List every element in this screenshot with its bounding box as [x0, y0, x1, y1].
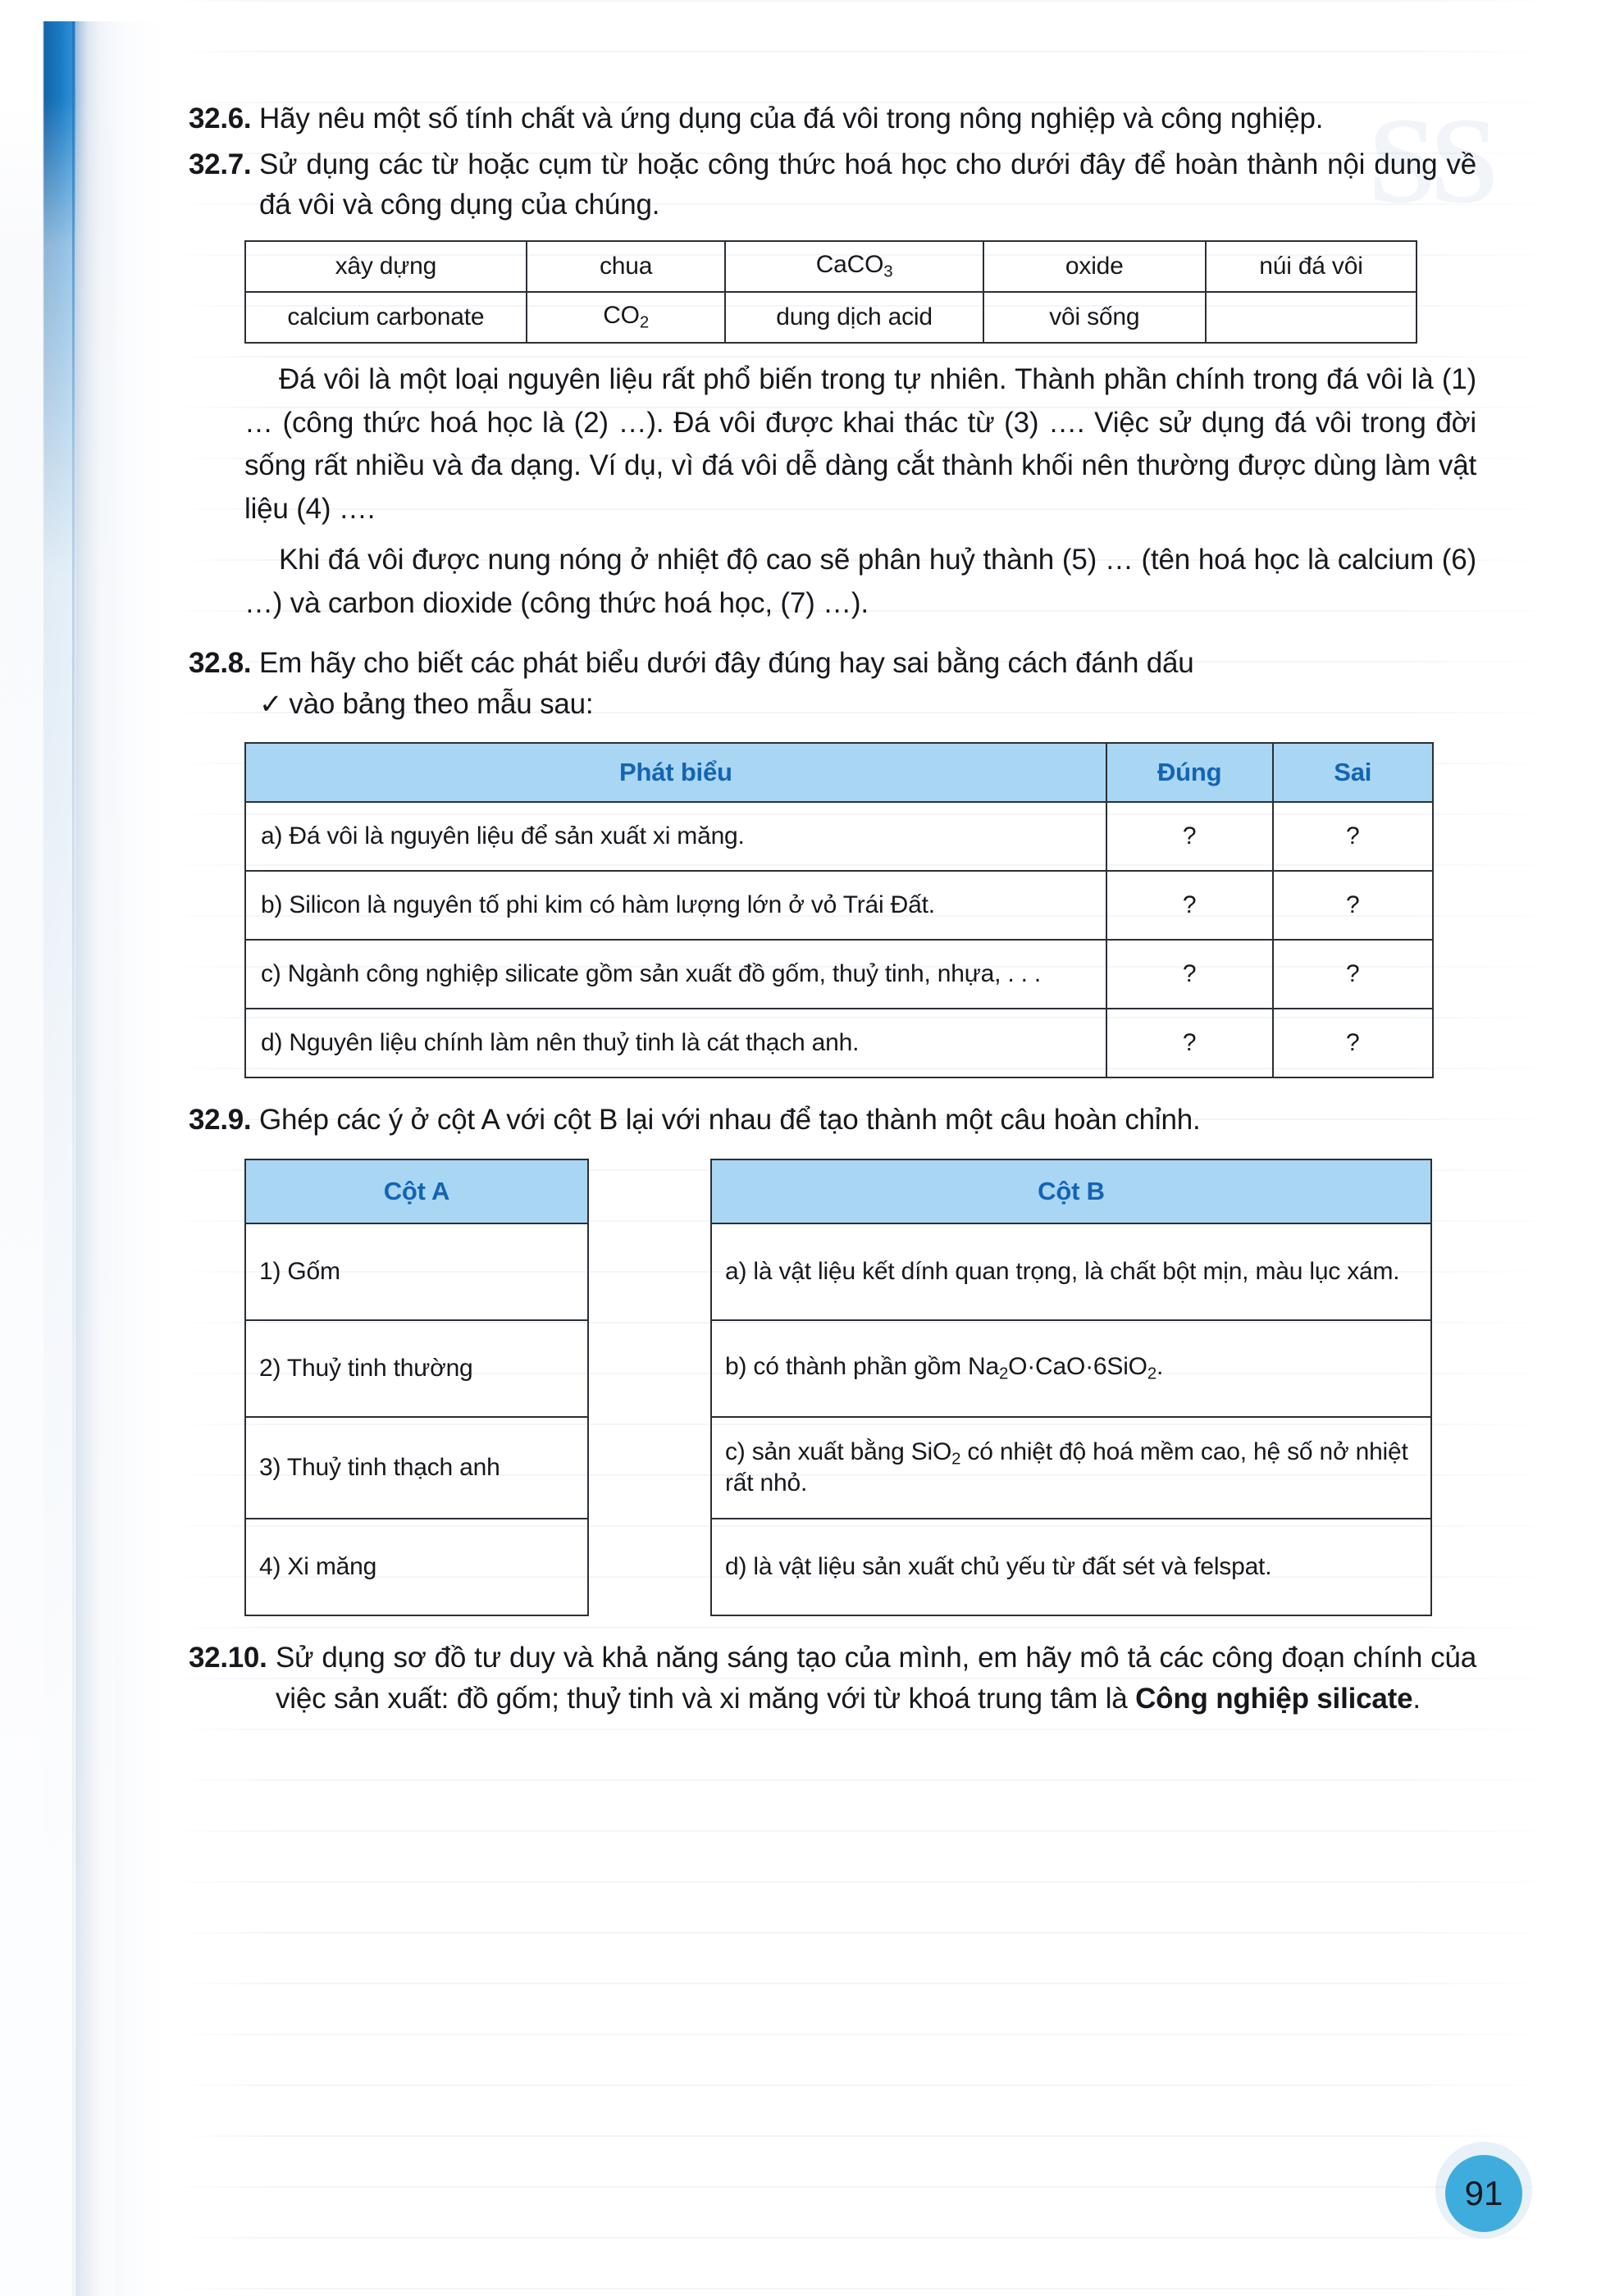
table-row: [245, 1417, 588, 1519]
table-row: [711, 1320, 1431, 1417]
formula-subscript: 2: [639, 313, 649, 332]
item-b-sub1: 2: [998, 1364, 1009, 1383]
table-row: [245, 292, 1417, 343]
word-bank-cell-caco3: [725, 241, 983, 292]
exercise-32-6: [189, 98, 1476, 139]
item-b-prefix: b) có thành phần gồm Na: [725, 1353, 999, 1381]
column-header-statement: Phát biểu: [245, 743, 1106, 802]
book-spine-edge: [72, 0, 75, 2296]
word-bank-cell-co2: [527, 292, 726, 343]
column-header-b: Cột B: [711, 1159, 1431, 1223]
column-b-item-b[interactable]: [711, 1320, 1431, 1417]
exercise-32-8-line2: vào bảng theo mẫu sau:: [289, 687, 594, 720]
formula-subscript: 3: [883, 262, 893, 281]
exercise-32-8: [189, 643, 1476, 724]
table-row: [711, 1519, 1431, 1615]
statement-b: b) Silicon là nguyên tố phi kim có hàm lượng lớn ở vỏ Trái Đất.: [245, 871, 1106, 940]
exercise-32-7-number: 32.7.: [189, 148, 252, 180]
word-bank-cell: vôi sống: [983, 292, 1206, 343]
column-a-item-1[interactable]: 1) Gốm: [245, 1223, 588, 1320]
answer-cell-true-a[interactable]: ?: [1106, 802, 1273, 871]
exercise-32-8-text: [259, 643, 1476, 724]
exercise-32-8-line1: Em hãy cho biết các phát biểu dưới đây đúng hay sai bằng cách đánh dấu: [259, 647, 1194, 680]
table-row: [245, 1519, 588, 1615]
table-header-row: [711, 1159, 1431, 1223]
fill-in-paragraph-1: Đá vôi là một loại nguyên liệu rất phổ biến trong tự nhiên. Thành phần chính trong đá vôi là (1) … (công thức hoá học là (2) …). Đá vôi được khai thác từ (3) …. Việc sử dụng đá vôi trong đời sống rất nhiều và đa dạng. Ví dụ, vì đá vôi dễ dàng cắt thành khối nên thường được dùng làm vật liệu (4) ….: [244, 363, 1476, 525]
answer-cell-false-a[interactable]: ?: [1273, 802, 1433, 871]
table-row: [711, 1223, 1431, 1320]
word-bank-cell-empty: [1206, 292, 1417, 343]
table-row: [245, 241, 1417, 292]
item-c-prefix: c) sản xuất bằng SiO: [725, 1438, 952, 1466]
word-bank-cell: calcium carbonate: [245, 292, 527, 343]
table-row: [245, 1009, 1433, 1077]
word-bank-table: [244, 240, 1417, 344]
item-b-mid: O·CaO·6SiO: [1008, 1353, 1147, 1381]
statement-a: a) Đá vôi là nguyên liệu để sản xuất xi măng.: [245, 802, 1106, 871]
column-header-true: Đúng: [1106, 743, 1273, 802]
statement-d: d) Nguyên liệu chính làm nên thuỷ tinh là cát thạch anh.: [245, 1009, 1106, 1077]
formula-base: CO: [603, 302, 640, 330]
table-row: [711, 1417, 1431, 1519]
item-b-sub2: 2: [1147, 1364, 1157, 1383]
exercise-32-10-text-before: Sử dụng sơ đồ tư duy và khả năng sáng tạo của mình, em hãy mô tả các công đoạn chính của việc sản xuất: đồ gốm; thuỷ tinh và xi măng với từ khoá trung tâm là: [276, 1642, 1476, 1715]
item-c-mid: có nhiệt độ hoá mềm cao, hệ số nở nhiệt rất nhỏ.: [725, 1438, 1408, 1496]
column-a-item-2[interactable]: 2) Thuỷ tinh thường: [245, 1320, 588, 1417]
answer-cell-true-d[interactable]: ?: [1106, 1009, 1273, 1077]
answer-cell-true-c[interactable]: ?: [1106, 940, 1273, 1009]
column-b-item-a[interactable]: a) là vật liệu kết dính quan trọng, là chất bột mịn, màu lục xám.: [711, 1223, 1431, 1320]
table-row: [245, 1320, 588, 1417]
word-bank-cell: núi đá vôi: [1206, 241, 1417, 292]
page-top-margin: [0, 0, 1615, 21]
table-row: [245, 1223, 588, 1320]
matching-column-b: [710, 1159, 1432, 1616]
exercise-32-9-number: 32.9.: [189, 1104, 252, 1137]
exercise-32-6-number: 32.6.: [189, 102, 252, 134]
page-number-badge: 91: [1445, 2155, 1522, 2232]
table-header-row: [245, 1159, 588, 1223]
column-a-item-3[interactable]: 3) Thuỷ tinh thạch anh: [245, 1417, 588, 1519]
exercise-32-10-text: [276, 1638, 1476, 1719]
answer-cell-true-b[interactable]: ?: [1106, 871, 1273, 940]
word-bank-cell: dung dịch acid: [725, 292, 983, 343]
exercise-32-10: [189, 1638, 1476, 1719]
exercise-32-6-text: Hãy nêu một số tính chất và ứng dụng của đá vôi trong nông nghiệp và công nghiệp.: [259, 102, 1324, 134]
column-header-false: Sai: [1273, 743, 1433, 802]
column-a-item-4[interactable]: 4) Xi măng: [245, 1519, 588, 1615]
fill-in-paragraph-2: Khi đá vôi được nung nóng ở nhiệt độ cao sẽ phân huỷ thành (5) … (tên hoá học là calcium (6) …) và carbon dioxide (công thức hoá học, (7) …).: [244, 544, 1476, 619]
item-b-suffix: .: [1156, 1353, 1164, 1381]
column-b-table: [710, 1159, 1432, 1616]
column-a-table: [244, 1159, 589, 1616]
exercise-32-9: [189, 1100, 1476, 1141]
true-false-table: [244, 742, 1434, 1078]
column-b-item-d[interactable]: d) là vật liệu sản xuất chủ yếu từ đất sét và felspat.: [711, 1519, 1431, 1615]
column-b-item-c[interactable]: [711, 1417, 1431, 1519]
exercise-32-9-text: Ghép các ý ở cột A với cột B lại với nhau để tạo thành một câu hoàn chỉnh.: [259, 1104, 1201, 1137]
check-mark-icon: ✓: [259, 688, 283, 720]
exercise-32-10-number: 32.10.: [189, 1642, 267, 1674]
table-header-row: [245, 743, 1433, 802]
word-bank-cell: xây dựng: [245, 241, 527, 292]
item-c-sub1: 2: [951, 1450, 961, 1469]
page-curl-shadow: [75, 0, 138, 2296]
answer-cell-false-b[interactable]: ?: [1273, 871, 1433, 940]
table-row: [245, 802, 1433, 871]
word-bank-cell: oxide: [983, 241, 1206, 292]
word-bank-cell: chua: [527, 241, 726, 292]
exercise-32-7: [189, 144, 1476, 226]
column-header-a: Cột A: [245, 1159, 588, 1223]
formula-base: CaCO: [815, 251, 884, 279]
matching-column-a: [244, 1159, 589, 1616]
exercise-32-8-number: 32.8.: [189, 647, 252, 680]
exercise-32-10-text-after: .: [1412, 1682, 1421, 1715]
statement-c: c) Ngành công nghiệp silicate gồm sản xuất đồ gốm, thuỷ tinh, nhựa, . . .: [245, 940, 1106, 1009]
matching-tables-wrapper: [244, 1159, 1434, 1616]
answer-cell-false-d[interactable]: ?: [1273, 1009, 1433, 1077]
exercise-32-7-text: Sử dụng các từ hoặc cụm từ hoặc công thức hoá học cho dưới đây để hoàn thành nội dung về đá vôi và công dụng của chúng.: [259, 148, 1476, 221]
table-row: [245, 940, 1433, 1009]
page-content: [189, 98, 1476, 1724]
exercise-32-10-keyword: Công nghiệp silicate: [1135, 1682, 1413, 1715]
answer-cell-false-c[interactable]: ?: [1273, 940, 1433, 1009]
table-row: [245, 871, 1433, 940]
